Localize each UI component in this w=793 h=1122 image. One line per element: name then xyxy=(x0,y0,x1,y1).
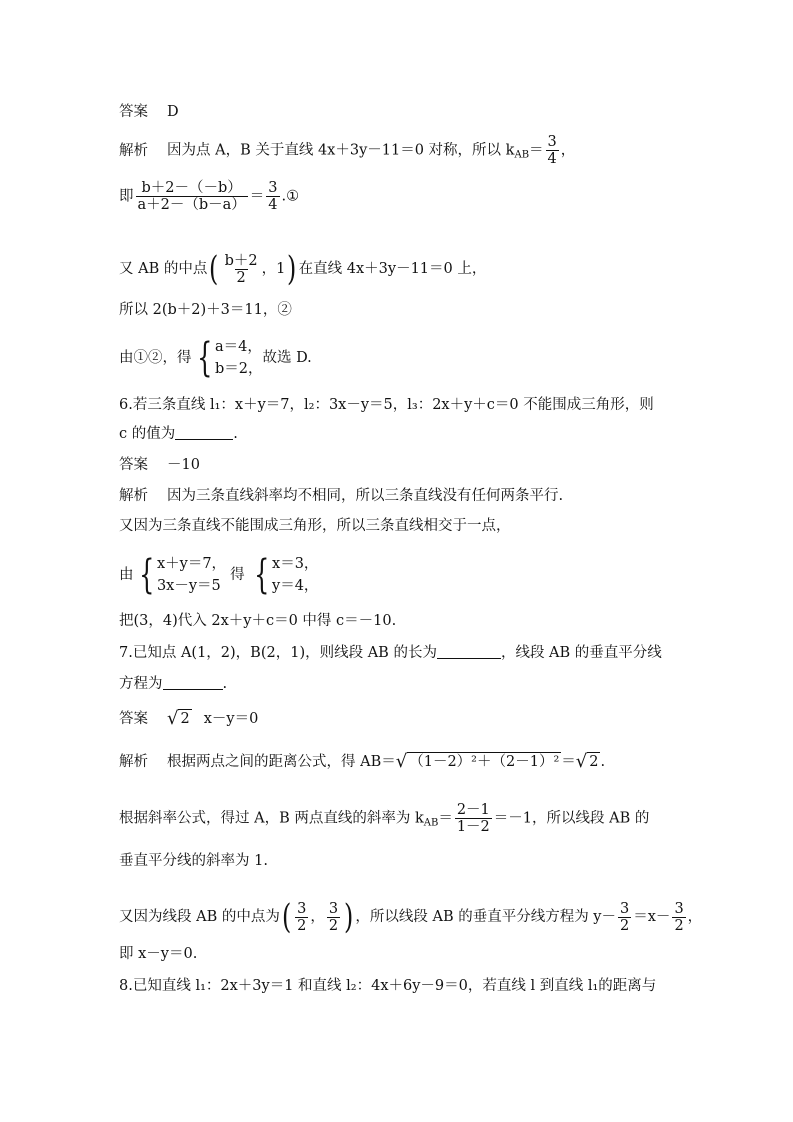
equation-system: { x＋y＝7， 3x－y＝5 xyxy=(138,552,227,598)
answer-blank xyxy=(163,675,223,690)
square-root: √ （1－2）²＋（2－1）² xyxy=(395,751,560,772)
analysis-line-7-2: 根据斜率公式，得过 A，B 两点直线的斜率为 $k_{AB}=$ $\frac{2-1}{1-2}$ ＝－1，所以线段 AB 的 xyxy=(119,802,650,835)
fraction: $\frac{b+2-(-b)}{a+2-(b-a)}$ xyxy=(137,180,246,213)
fraction: $\frac{3}{2}$ xyxy=(297,900,307,934)
analysis-line-7-4: 又因为线段 AB 的中点为( $\frac{3}{2}$ ， $\frac{3}{2}$ ) ，所以线段 AB 的垂直平分线方程为 y－ $\frac{3}{2}$ ＝x－ $\frac{3}{2}$ ， xyxy=(119,897,703,937)
right-bracket: ) xyxy=(344,897,354,937)
analysis-label: 解析 xyxy=(119,142,148,159)
analysis-line-6-4: 把(3，4)代入 2x＋y＋c＝0 中得 c＝－10. xyxy=(119,613,397,629)
square-root: √ 2 xyxy=(167,708,190,729)
equation-system: { x＝3， y＝4， xyxy=(253,552,319,598)
analysis-line-6-1: 解析 因为三条直线斜率均不相同，所以三条直线没有任何两条平行. xyxy=(119,488,564,504)
question-7-line-1: 7.已知点 A(1，2)，B(2，1)，则线段 AB 的长为 ，线段 AB 的垂直平分线 xyxy=(119,645,662,661)
question-6-line-1: 6.若三条直线 l₁：x＋y＝7，l₂：3x－y＝5，l₃：2x＋y＋c＝0 不能围成三角形，则 xyxy=(119,397,654,413)
analysis-line-5-3: 又 AB 的中点( $\frac{b+2}{2}$ ，1) 在直线 4x＋3y－11＝0 上， xyxy=(119,249,487,289)
analysis-line-6-3: 由 { x＋y＝7， 3x－y＝5 得 { x＝3， y＝4， xyxy=(119,552,319,598)
analysis-line-7-5: 即 x－y＝0. xyxy=(119,946,198,962)
answer-line-5: 答案 D xyxy=(119,104,179,120)
analysis-line-5-4: 所以 2(b＋2)＋3＝11，② xyxy=(119,302,292,318)
answer-blank xyxy=(175,425,233,440)
square-root: √ 2 xyxy=(575,751,599,772)
analysis-line-5-1: 解析 因为点 A，B 关于直线 4x＋3y－11＝0 对称，所以 $k_{AB}=$ $\frac{3}{4}$ ， xyxy=(119,134,576,167)
fraction: $\frac{2-1}{1-2}$ xyxy=(456,802,490,835)
answer-label: 答案 xyxy=(119,711,148,727)
analysis-line-5-2: 即 $\frac{b+2-(-b)}{a+2-(b-a)}$ ＝ $\frac{3}{4}$ .① xyxy=(119,180,300,213)
analysis-line-6-2: 又因为三条直线不能围成三角形，所以三条直线相交于一点， xyxy=(119,518,511,534)
fraction: $\frac{b+2}{2}$ xyxy=(224,252,258,286)
analysis-line-7-1: 解析 根据两点之间的距离公式，得 AB＝ √ （1－2）²＋（2－1）² ＝ √ 2 . xyxy=(119,751,606,772)
analysis-line-5-5: 由①②，得 { a＝4， b＝2， 故选 D. xyxy=(119,335,312,381)
analysis-label: 解析 xyxy=(119,488,148,504)
right-bracket: ) xyxy=(287,249,297,289)
answer-line-6: 答案 －10 xyxy=(119,457,200,473)
question-8-line-1: 8.已知直线 l₁：2x＋3y＝1 和直线 l₂：4x＋6y－9＝0，若直线 l 到直线 l₁的距离与 xyxy=(119,978,657,994)
fraction: $\frac{3}{4}$ xyxy=(547,134,557,167)
question-7-line-2: 方程为 . xyxy=(119,676,228,692)
analysis-label: 解析 xyxy=(119,754,148,770)
answer-blank xyxy=(437,644,501,659)
fraction: $\frac{3}{2}$ xyxy=(620,900,630,934)
left-bracket: ( xyxy=(281,897,292,937)
fraction: $\frac{3}{4}$ xyxy=(268,180,278,213)
analysis-line-7-3: 垂直平分线的斜率为 1. xyxy=(119,853,268,869)
answer-line-7: 答案 √ 2 x－y＝0 xyxy=(119,708,259,729)
left-bracket: ( xyxy=(209,249,219,289)
answer-label: 答案 xyxy=(119,457,148,473)
fraction: $\frac{3}{2}$ xyxy=(674,900,684,934)
question-6-line-2: c 的值为 . xyxy=(119,426,238,442)
answer-label: 答案 xyxy=(119,104,148,120)
equation-system: { a＝4， b＝2， xyxy=(196,335,263,381)
fraction: $\frac{3}{2}$ xyxy=(328,900,339,934)
